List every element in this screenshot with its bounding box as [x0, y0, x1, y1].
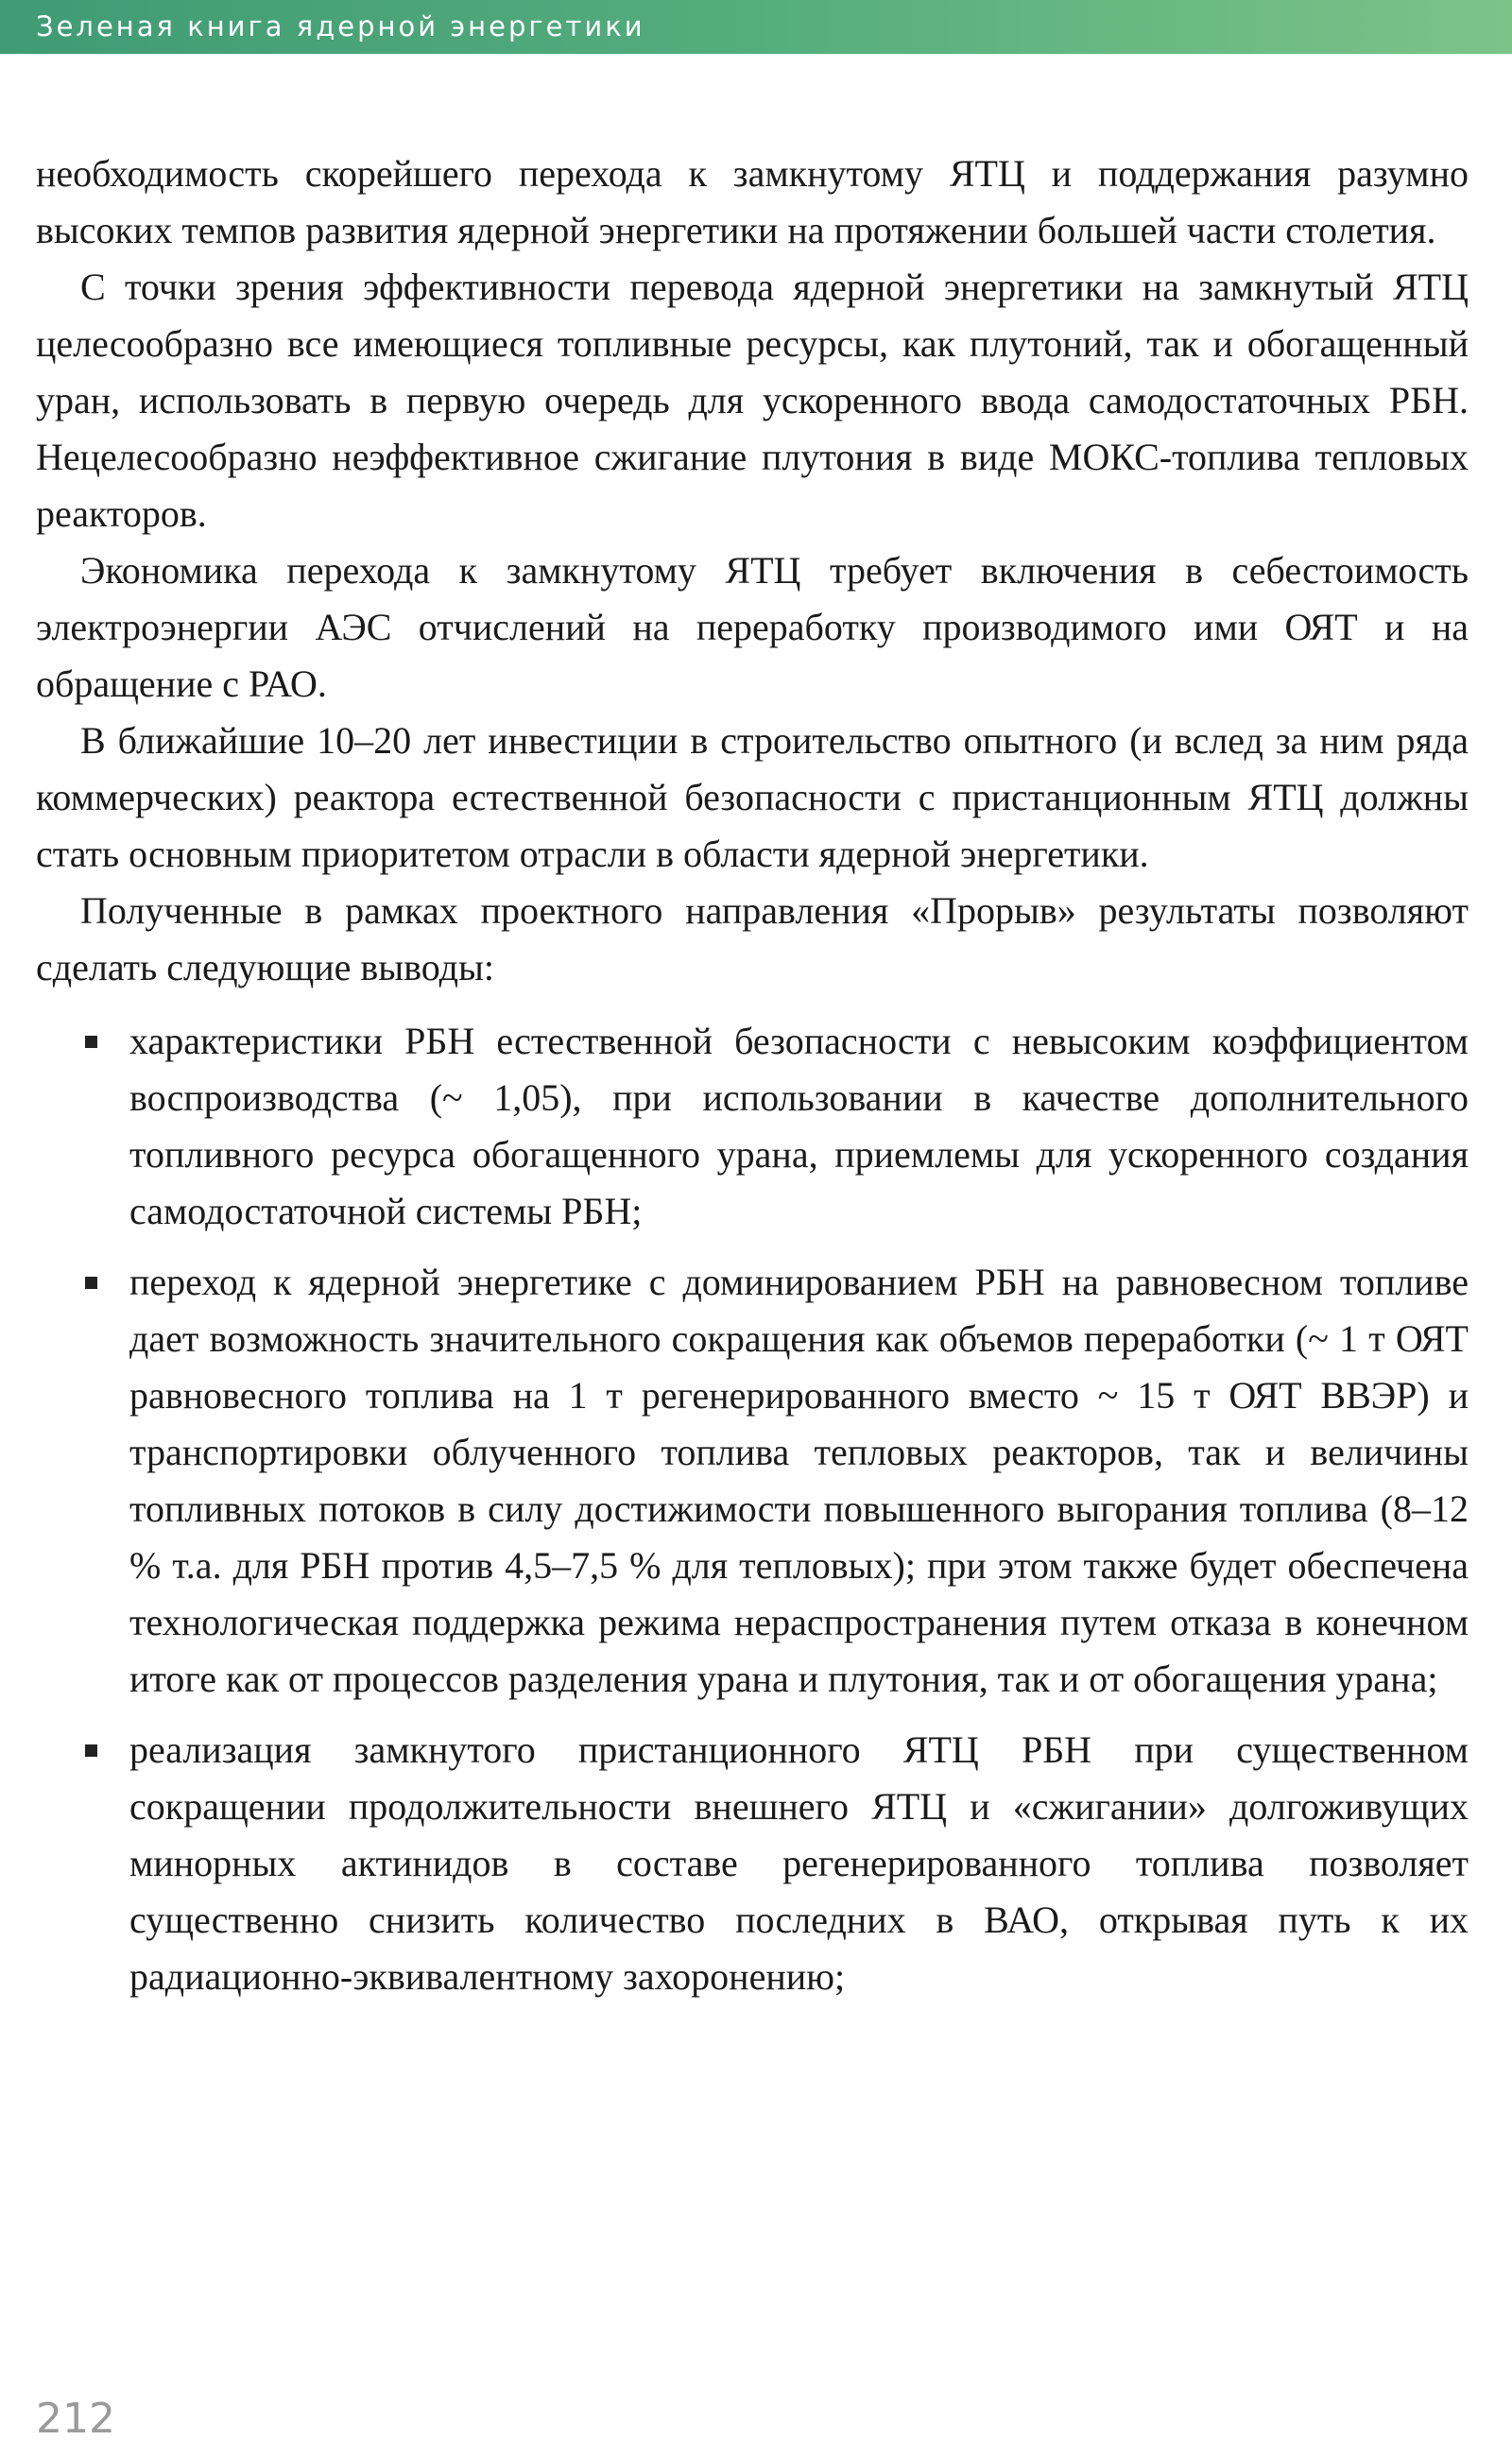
list-item	[36, 1722, 1469, 2005]
paragraph-3: Экономика перехода к замкнутому ЯТЦ требует включения в себестоимость электроэнергии АЭС отчислений на переработку производимого ими ОЯТ и на обращение с РАО.	[36, 549, 1469, 705]
page-number: 212	[36, 2395, 115, 2443]
page-body	[36, 146, 1469, 2019]
list-item-text: переход к ядерной энергетике с доминированием РБН на равновесном топливе дает возможность значительного сокращения как объемов переработки (~ 1 т ОЯТ равновесного топлива на 1 т регенерированного вместо ~ 15 т ОЯТ ВВЭР) и транспортировки облученного топлива тепловых реакторов, так и величины топливных потоков в силу достижимости повышенного выгорания топлива (8–12 % т.а. для РБН против 4,5–7,5 % для тепловых); при этом также будет обеспечена технологическая поддержка режима нераспространения путем отказа в конечном итоге как от процессов разделения урана и плутония, так и от обогащения урана;	[129, 1261, 1469, 1700]
paragraph-5: Полученные в рамках проектного направления «Прорыв» результаты позволяют сделать следующие выводы:	[36, 889, 1469, 988]
list-item-text: характеристики РБН естественной безопасности с невысоким коэффициентом воспроизводства (~ 1,05), при использовании в качестве дополнительного топливного ресурса обогащенного урана, приемлемы для ускоренного создания самодостаточной системы РБН;	[129, 1020, 1469, 1232]
list-item-text: реализация замкнутого пристанционного ЯТЦ РБН при существенном сокращении продолжительности внешнего ЯТЦ и «сжигании» долгоживущих минорных актинидов в составе регенерированного топлива позволяет существенно снизить количество последних в ВАО, открывая путь к их радиационно-эквивалентному захоронению;	[129, 1728, 1469, 1998]
square-bullet-icon	[85, 1036, 97, 1048]
list-item	[36, 1254, 1469, 1708]
paragraph-2: С точки зрения эффективности перевода ядерной энергетики на замкнутый ЯТЦ целесообразно все имеющиеся топливные ресурсы, как плутоний, так и обогащенный уран, использовать в первую очередь для ускоренного ввода самодостаточных РБН. Нецелесообразно неэффективное сжигание плутония в виде МОКС-топлива тепловых реакторов.	[36, 266, 1469, 535]
square-bullet-icon	[85, 1277, 97, 1289]
square-bullet-icon	[85, 1744, 97, 1757]
paragraph-1: необходимость скорейшего перехода к замкнутому ЯТЦ и поддержания разумно высоких темпов развития ядерной энергетики на протяжении большей части столетия.	[36, 152, 1469, 251]
running-header-title: Зеленая книга ядерной энергетики	[36, 10, 645, 43]
header-bar	[0, 0, 1512, 54]
conclusions-list	[36, 1013, 1469, 2005]
list-item	[36, 1013, 1469, 1240]
paragraph-4: В ближайшие 10–20 лет инвестиции в строительство опытного (и вслед за ним ряда коммерческих) реактора естественной безопасности с пристанционным ЯТЦ должны стать основным приоритетом отрасли в области ядерной энергетики.	[36, 719, 1469, 875]
